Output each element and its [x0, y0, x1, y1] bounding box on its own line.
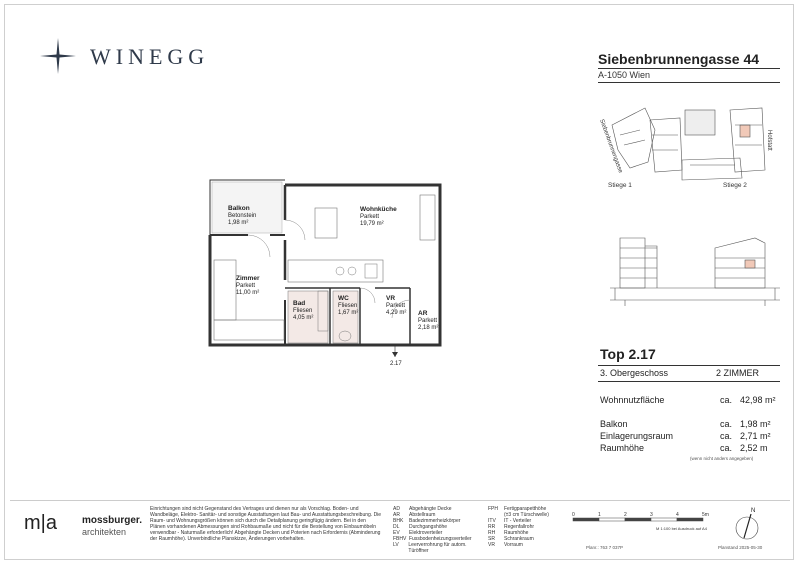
legend-abbr: LV — [393, 542, 399, 548]
building-section — [605, 228, 785, 308]
legend-desc: Schrankraum — [504, 536, 534, 542]
legend-abbr: VR — [488, 542, 495, 548]
balkon-label: Balkon — [600, 419, 628, 429]
compass-star-icon — [40, 38, 76, 74]
address-street: Siebenbrunnengasse 44 — [598, 51, 760, 67]
legend-desc: Regenfallrohr — [504, 524, 535, 530]
legend-item — [393, 542, 485, 554]
brand-name: WINEGG — [90, 44, 210, 69]
room-name: WC — [338, 295, 349, 302]
area-value: 42,98 m² — [740, 395, 776, 405]
room-floor: Betonstein — [228, 213, 257, 219]
legend-desc: Badezimmerheizkörper — [409, 518, 461, 524]
legend-desc: Fertigparapetthöhe — [504, 506, 547, 512]
legend-desc: Leerverrohrung für autom. Türöffner — [408, 542, 467, 554]
room-ar — [418, 310, 438, 332]
site-street-left: Siebenbrunnengasse — [598, 118, 624, 174]
plan-number: Planr.: 763 7 037P — [586, 545, 624, 550]
unit-title: Top 2.17 — [600, 346, 656, 362]
room-floor: Parkett — [418, 318, 438, 324]
area-prefix: ca. — [720, 395, 733, 405]
north-arrow — [732, 502, 762, 544]
room-area: 1,67 m² — [338, 310, 359, 316]
scale-tick-label: 3 — [650, 512, 653, 518]
unit-rooms: 2 ZIMMER — [716, 368, 760, 378]
room-name: Wohnküche — [360, 206, 397, 213]
scale-tick-label: 4 — [676, 512, 679, 518]
divider — [598, 68, 780, 69]
legend-abbr: DL — [393, 524, 400, 530]
plan-date: Planstand 2025-05-30 — [718, 545, 763, 550]
legend-abbr: AD — [393, 506, 400, 512]
scale-bar — [568, 508, 718, 538]
room-floor: Parkett — [386, 303, 406, 309]
legend-desc: Durchgangshöhe — [409, 524, 448, 530]
room-floor: Parkett — [360, 214, 380, 220]
legend-abbr: SR — [488, 536, 495, 542]
divider — [598, 365, 780, 366]
balkon-prefix: ca. — [720, 419, 733, 429]
legend-abbr: RR — [488, 524, 496, 530]
height-note: (wenn nicht anders angegeben) — [690, 456, 754, 461]
architect-logo-mark: m|a — [24, 512, 57, 534]
legend-abbr: EV — [393, 530, 400, 536]
entry-label: 2.17 — [390, 361, 402, 367]
scale-note: M 1:100 bei Ausdruck auf A4 — [656, 526, 707, 531]
scale-tick-label: 5m — [702, 512, 709, 518]
room-area: 1,98 m² — [228, 220, 249, 226]
north-arrow-icon — [744, 514, 751, 538]
room-name: VR — [386, 295, 396, 302]
room-vr — [386, 295, 406, 317]
room-area: 2,18 m² — [418, 325, 439, 331]
room-name: AR — [418, 310, 428, 317]
height-value: 2,52 m — [740, 443, 768, 453]
room-floor: Parkett — [236, 283, 256, 289]
balkon-value: 1,98 m² — [740, 419, 771, 429]
unit-floor: 3. Obergeschoss — [600, 368, 669, 378]
height-prefix: ca. — [720, 443, 733, 453]
room-bad — [293, 300, 313, 322]
storage-prefix: ca. — [720, 431, 733, 441]
scale-tick-label: 1 — [598, 512, 601, 518]
legend-col-2 — [488, 506, 560, 548]
scale-tick-label: 2 — [624, 512, 627, 518]
legend-desc: Abstellraum — [409, 512, 436, 518]
legend-desc: (±3 cm Türschwelle) — [504, 512, 549, 518]
area-label: Wohnnutzfläche — [600, 395, 665, 405]
brand-logo — [40, 38, 76, 74]
room-wohnkueche — [360, 206, 397, 228]
legend-desc: Fussbodenheizungsverteiler — [409, 536, 472, 542]
legend-abbr: BHK — [393, 518, 404, 524]
legend-abbr: AR — [393, 512, 400, 518]
legend-abbr: RH — [488, 530, 496, 536]
room-name: Bad — [293, 300, 306, 307]
room-balkon — [228, 205, 256, 227]
floor-plan — [200, 160, 450, 370]
site-stair-2: Stiege 2 — [723, 182, 747, 189]
north-label: N — [751, 508, 756, 514]
room-name: Balkon — [228, 205, 250, 212]
legend-desc: Elektroverteiler — [409, 530, 443, 536]
legend-desc: Abgehängte Decke — [409, 506, 452, 512]
divider — [598, 82, 780, 83]
room-wc — [338, 295, 358, 317]
legend-desc: IT - Verteiler — [504, 518, 532, 524]
legend-abbr: FBHV — [393, 536, 407, 542]
site-street-right: Hofstatt — [766, 130, 772, 151]
site-plan — [590, 90, 785, 205]
room-area: 4,05 m² — [293, 315, 314, 321]
footer-divider — [10, 500, 790, 501]
room-floor: Fliesen — [293, 308, 313, 314]
scale-tick-label: 0 — [572, 512, 575, 518]
room-zimmer — [236, 275, 259, 297]
architect-logo-sub: architekten — [82, 527, 127, 537]
site-stair-1: Stiege 1 — [608, 182, 632, 189]
legend-desc: Vorraum — [504, 542, 523, 548]
height-label: Raumhöhe — [600, 443, 645, 453]
legend-abbr: ITV — [488, 518, 496, 524]
room-area: 4,29 m² — [386, 310, 407, 316]
legend-item — [488, 542, 560, 548]
storage-value: 2,71 m² — [740, 431, 771, 441]
room-name: Zimmer — [236, 275, 260, 282]
storage-label: Einlagerungsraum — [600, 431, 674, 441]
legend-col-1 — [393, 506, 485, 554]
architect-logo-name: mossburger. — [82, 515, 143, 526]
divider — [598, 381, 780, 382]
legend-desc: Raumhöhe — [504, 530, 529, 536]
disclaimer: Einrichtungen sind nicht Gegenstand des Vertrages und dienen nur als Vorschlag. Boden- und Wandbeläge, Elektro- Sanitär- und sonstige Ausstattungen laut Bau- und Ausstattungsbeschreibung. Die Raum- und Wohnungsgrößen können sich durch die Detailplanung geringfügig ändern. Bei in den Plänen vorhandenen Abmessungen sind Rohbaumaße und nicht für die Bestellung von Einbaumöbeln verwendbar - Naturmaße erforderlich! Abgehängte Decken und Poterien nach Erfordernis (Abminderung der Raumhöhe). Unverbindliche Planskizze, Änderungen vorbehalten. — [150, 506, 382, 542]
room-area: 11,00 m² — [236, 290, 260, 296]
legend-abbr: FPH — [488, 506, 498, 512]
room-floor: Fliesen — [338, 303, 358, 309]
room-area: 19,79 m² — [360, 221, 384, 227]
address-city: A-1050 Wien — [598, 70, 651, 80]
